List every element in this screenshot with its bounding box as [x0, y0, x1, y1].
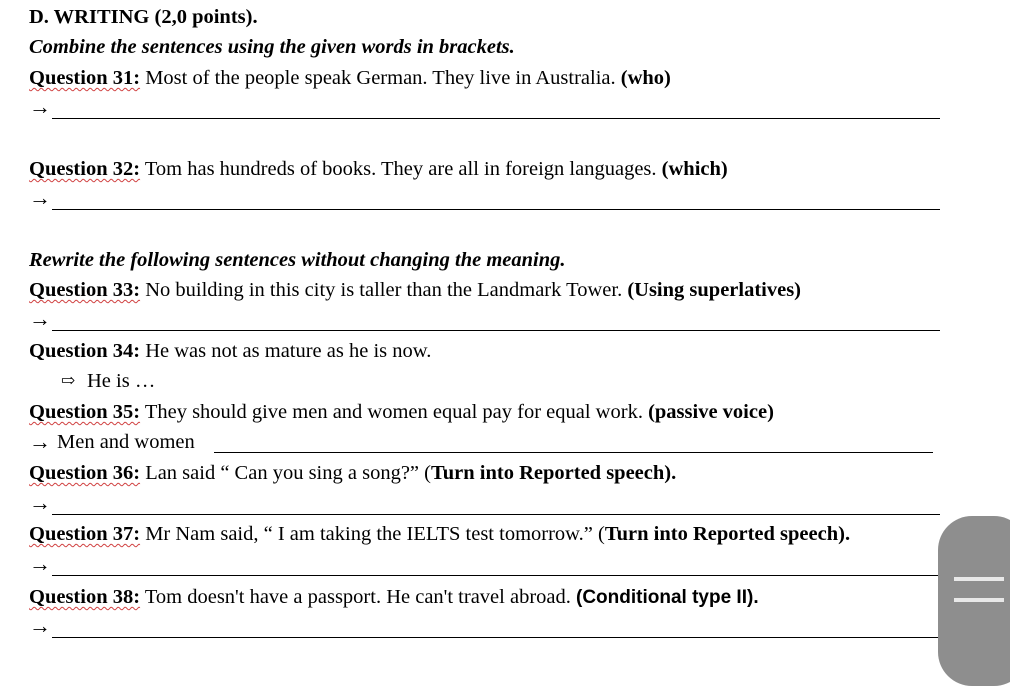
question-text: Tom doesn't have a passport. He can't travel abroad. — [140, 586, 576, 608]
question-33 — [29, 277, 801, 303]
question-31 — [29, 65, 671, 91]
question-35 — [29, 399, 774, 425]
answer-arrow-icon: → — [29, 94, 51, 119]
scroll-handle-grip-top — [954, 577, 1004, 581]
answer-line-33[interactable] — [52, 330, 940, 331]
question-34 — [29, 338, 431, 364]
answer-line-35[interactable] — [214, 452, 933, 453]
question-label: Question 31: — [29, 67, 141, 89]
answer-prefill-34[interactable]: He is … — [87, 370, 156, 392]
instruction-rewrite: Rewrite the following sentences without changing the meaning. — [29, 249, 566, 271]
question-label: Question 37: — [29, 523, 141, 545]
answer-arrow-icon: → — [29, 429, 51, 454]
question-38 — [29, 584, 759, 611]
question-hint: (Using superlatives) — [627, 279, 802, 301]
instruction-combine: Combine the sentences using the given words in brackets. — [29, 36, 515, 58]
question-36 — [29, 460, 676, 486]
answer-arrow-icon: → — [29, 490, 51, 515]
answer-line-38[interactable] — [52, 637, 940, 638]
question-32 — [29, 156, 728, 182]
answer-line-37[interactable] — [52, 575, 940, 576]
answer-arrow-icon: → — [29, 613, 51, 638]
question-hint: Turn into Reported speech). — [430, 462, 677, 484]
answer-arrow-icon: → — [29, 551, 51, 576]
question-label: Question 32: — [29, 158, 141, 180]
question-label: Question 34: — [29, 340, 141, 362]
question-37 — [29, 521, 850, 547]
question-hint: (who) — [620, 67, 671, 89]
answer-line-32[interactable] — [52, 209, 940, 210]
question-label: Question 36: — [29, 462, 141, 484]
section-title: D. WRITING (2,0 points). — [29, 6, 258, 28]
question-text: Most of the people speak German. They live in Australia. — [140, 67, 621, 89]
question-hint: (Conditional type II). — [576, 587, 759, 608]
scroll-handle-grip-bottom — [954, 598, 1004, 602]
answer-line-31[interactable] — [52, 118, 940, 119]
question-label: Question 35: — [29, 401, 141, 423]
question-hint: (which) — [661, 158, 728, 180]
answer-prefill-35: Men and women — [57, 431, 195, 453]
question-text: They should give men and women equal pay for equal work. — [140, 401, 649, 423]
hollow-arrow-icon: ⇨ — [61, 371, 76, 390]
question-label: Question 38: — [29, 586, 141, 608]
question-text: He was not as mature as he is now. — [140, 340, 432, 362]
question-hint: (passive voice) — [648, 401, 774, 423]
question-text: Lan said “ Can you sing a song?” ( — [140, 462, 431, 484]
answer-arrow-icon: → — [29, 185, 51, 210]
question-text: Mr Nam said, “ I am taking the IELTS test tomorrow.” ( — [140, 523, 605, 545]
answer-line-36[interactable] — [52, 514, 940, 515]
question-label: Question 33: — [29, 279, 141, 301]
question-text: No building in this city is taller than the Landmark Tower. — [140, 279, 628, 301]
answer-arrow-icon: → — [29, 306, 51, 331]
question-text: Tom has hundreds of books. They are all in foreign languages. — [140, 158, 662, 180]
question-hint: Turn into Reported speech). — [604, 523, 851, 545]
